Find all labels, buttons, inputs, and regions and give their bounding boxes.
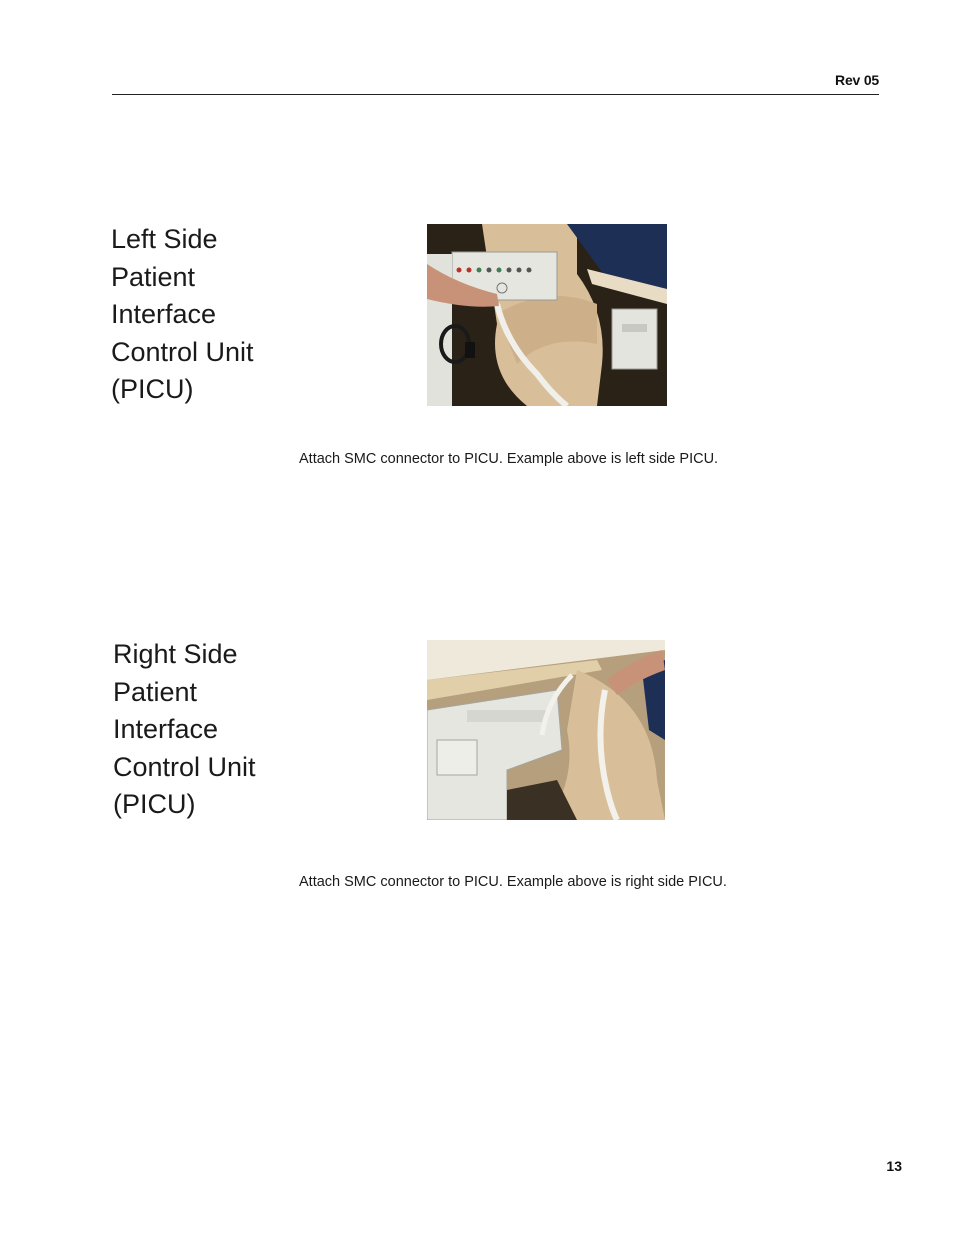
header-rule bbox=[112, 94, 879, 95]
heading-line: Right Side bbox=[113, 639, 238, 669]
heading-line: Left Side bbox=[111, 224, 218, 254]
heading-line: (PICU) bbox=[111, 374, 194, 404]
photo-left-side-picu bbox=[427, 224, 667, 406]
page-number: 13 bbox=[886, 1158, 902, 1174]
heading-line: Control Unit bbox=[111, 336, 254, 367]
photo-caption: Attach SMC connector to PICU. Example above is right side PICU. bbox=[299, 874, 727, 890]
heading-line: Interface bbox=[111, 299, 217, 329]
photo-right-side-picu bbox=[427, 640, 665, 820]
heading-line: (PICU) bbox=[113, 789, 196, 819]
heading-line: Control Unit bbox=[113, 751, 256, 782]
heading-line: Patient bbox=[113, 676, 198, 707]
heading-line: Patient bbox=[111, 261, 196, 292]
photo-caption: Attach SMC connector to PICU. Example above is left side PICU. bbox=[299, 451, 719, 467]
section-heading-right-picu bbox=[113, 636, 256, 824]
section-heading-left-picu bbox=[111, 221, 254, 409]
heading-line: Interface bbox=[113, 714, 219, 744]
revision-label: Rev 05 bbox=[835, 72, 879, 88]
